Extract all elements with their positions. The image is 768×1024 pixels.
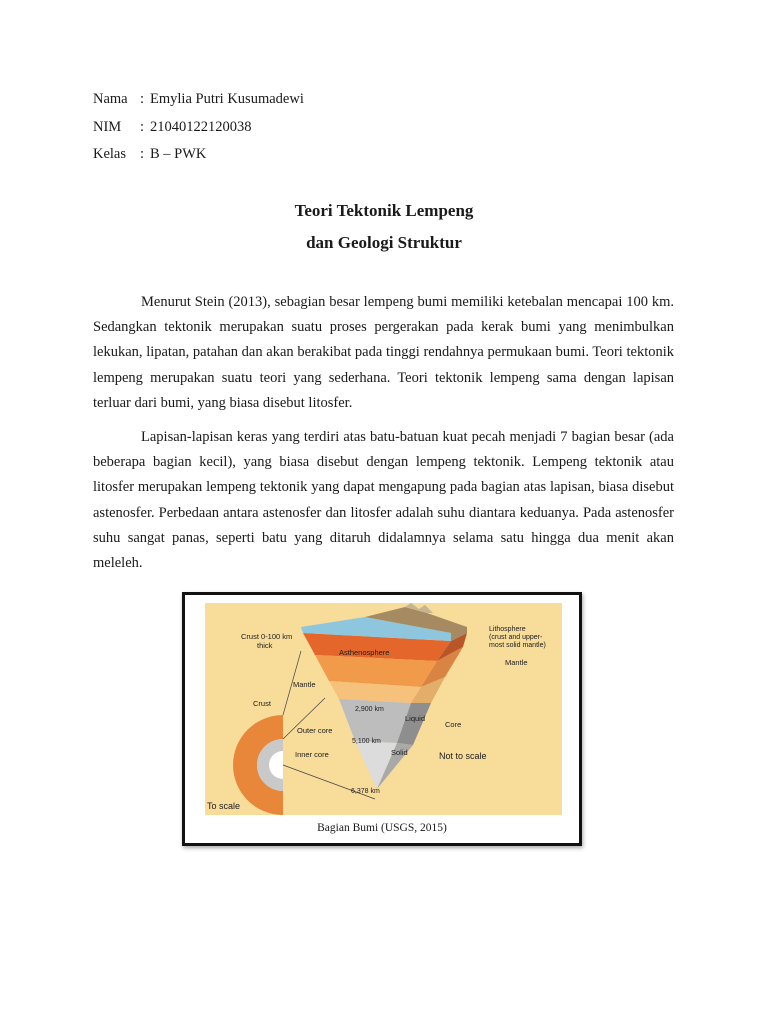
earth-layers-illustration (205, 603, 562, 815)
name-value: Emylia Putri Kusumadewi (150, 91, 304, 107)
mantle-right-label: Mantle (505, 658, 528, 667)
inner-core-label: Inner core (295, 750, 329, 759)
crust-thickness-label: Crust 0-100 km thick (241, 632, 293, 650)
depth-2900-label: 2,900 km (355, 706, 384, 713)
figure-caption: Bagian Bumi (USGS, 2015) (317, 822, 447, 834)
document-title-line-1: Teori Tektonik Lempeng (294, 201, 474, 220)
class-value: B – PWK (150, 146, 207, 162)
to-scale-label: To scale (207, 801, 241, 811)
earth-layers-figure (182, 592, 582, 846)
nim-value: 21040122120038 (150, 118, 252, 135)
lithosphere-label: Lithosphere (crust and upper-most solid mantle) (489, 626, 546, 649)
depth-6378-label: 6,378 km (351, 788, 380, 795)
student-info (93, 86, 304, 169)
student-nim-row (93, 114, 304, 142)
class-separator: : (140, 146, 145, 162)
solid-label: Solid (391, 748, 408, 757)
asthenosphere-label: Asthenosphere (339, 648, 390, 657)
earth-cross-section-diagram (205, 603, 562, 815)
liquid-label: Liquid (405, 714, 426, 723)
nim-separator: : (140, 118, 145, 135)
mantle-left-label: Mantle (293, 680, 316, 689)
student-class-row (93, 141, 304, 169)
crust-label: Crust (253, 699, 271, 708)
depth-5100-label: 5,100 km (352, 738, 381, 745)
nim-label: NIM (93, 118, 122, 135)
student-name-row (93, 86, 304, 114)
core-label: Core (445, 720, 462, 729)
paragraph-1: Menurut Stein (2013), sebagian besar lempeng bumi memiliki ketebalan mencapai 100 km. Sedangkan tektonik merupakan suatu proses pergerakan pada kerak bumi yang menimbulkan lekukan, lipatan, patahan dan akan berakibat pada tinggi rendahnya permukaan bumi. Teori tektonik lempeng merupakan suatu teori yang sederhana. Teori tektonik lempeng sama dengan lapisan terluar dari bumi, yang biasa disebut litosfer. (93, 294, 674, 411)
document-title-line-2: dan Geologi Struktur (306, 233, 462, 252)
not-to-scale-label: Not to scale (439, 751, 487, 761)
name-label: Nama (93, 91, 128, 107)
name-separator: : (140, 91, 145, 107)
paragraph-2: Lapisan-lapisan keras yang terdiri atas batu-batuan kuat pecah menjadi 7 bagian besar (ada beberapa bagian kecil), yang biasa disebut dengan lempeng tektonik. Lempeng tektonik atau litosfer merupakan lempeng tektonik yang dapat mengapung pada bagian atas lapisan, biasa disebut astenosfer. Perbedaan antara astenosfer dan litosfer adalah suhu diantara keduanya. Pada astenosfer suhu sangat panas, seperti batu yang ditaruh didalamnya selama satu hingga dua menit akan meleleh. (93, 429, 674, 572)
class-label: Kelas (93, 146, 127, 162)
outer-core-label: Outer core (297, 726, 333, 735)
